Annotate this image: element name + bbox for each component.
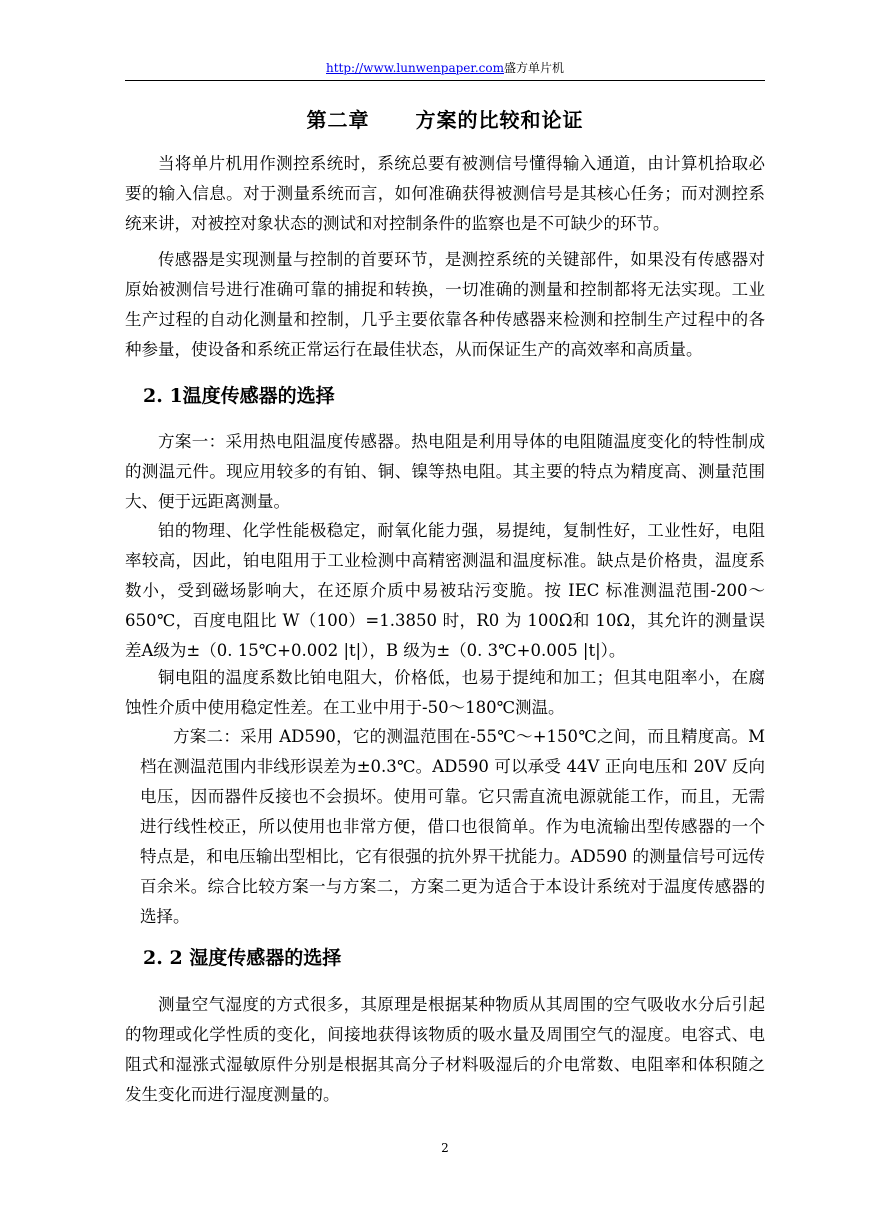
- header-url-link[interactable]: http://www.lunwenpaper.com: [326, 61, 504, 75]
- section-2-1-paragraph-3: 铜电阻的温度系数比铂电阻大，价格低，也易于提纯和加工；但其电阻率小，在腐蚀性介质中使用稳定性差。在工业中用于-50～180℃测温。: [125, 668, 765, 717]
- chapter-title: [125, 106, 765, 134]
- intro-paragraph-1: 当将单片机用作测控系统时，系统总要有被测信号懂得输入通道，由计算机拾取必要的输入信息。对于测量系统而言，如何准确获得被测信号是其核心任务；而对测控系统来讲，对被控对象状态的测试和对控制条件的监察也是不可缺少的环节。: [125, 154, 765, 233]
- section-2-2-paragraph-1: 测量空气湿度的方式很多，其原理是根据某种物质从其周围的空气吸收水分后引起的物理或化学性质的变化，间接地获得该物质的吸水量及周围空气的湿度。电容式、电阻式和湿涨式湿敏原件分别是根据其高分子材料吸湿后的介电常数、电阻率和体积随之发生变化而进行湿度测量的。: [125, 995, 765, 1104]
- section-2-1-paragraph-2: 铂的物理、化学性能极稳定，耐氧化能力强，易提纯，复制性好，工业性好，电阻率较高，因此，铂电阻用于工业检测中高精密测温和温度标准。缺点是价格贵，温度系数小，受到磁场影响大，在还原介质中易被玷污变脆。按 IEC 标准测温范围-200～650℃，百度电阻比 W（100）=1.3850 时，R0 为 100Ω和 10Ω，其允许的测量误差A级为±（0. 15℃+0.002 |t|），B 级为±（0. 3℃+0.005 |t|）。: [125, 521, 765, 660]
- header-rule: [125, 80, 765, 81]
- intro-paragraph-2: 传感器是实现测量与控制的首要环节，是测控系统的关键部件，如果没有传感器对原始被测信号进行准确可靠的捕捉和转换，一切准确的测量和控制都将无法实现。工业生产过程的自动化测量和控制，几乎主要依靠各种传感器来检测和控制生产过程中的各种参量，使设备和系统正常运行在最佳状态，从而保证生产的高效率和高质量。: [125, 250, 765, 359]
- section-2-1-paragraph-4: 方案二：采用 AD590，它的测温范围在-55℃～+150℃之间，而且精度高。M档在测温范围内非线形误差为±0.3℃。AD590 可以承受 44V 正向电压和 20V 反向电压，因而器件反接也不会损坏。使用可靠。它只需直流电源就能工作，而且，无需进行线性校正，所以使用也非常方便，借口也很简单。作为电流输出型传感器的一个特点是，和电压输出型相比，它有很强的抗外界干扰能力。AD590 的测量信号可远传百余米。综合比较方案一与方案二，方案二更为适合于本设计系统对于温度传感器的选择。: [140, 727, 765, 926]
- chapter-number: 第二章: [306, 108, 370, 132]
- chapter-name: 方案的比较和论证: [415, 108, 584, 132]
- page-number: 2: [441, 1141, 449, 1155]
- section-2-1-heading: 2. 1温度传感器的选择: [143, 385, 335, 407]
- section-2-1-paragraph-1: 方案一：采用热电阻温度传感器。热电阻是利用导体的电阻随温度变化的特性制成的测温元件。现应用较多的有铂、铜、镍等热电阻。其主要的特点为精度高、测量范围大、便于远距离测量。: [125, 432, 765, 511]
- running-header: [125, 60, 765, 76]
- section-2-2-heading: 2. 2 湿度传感器的选择: [143, 947, 342, 969]
- header-site-name: 盛方单片机: [503, 61, 564, 75]
